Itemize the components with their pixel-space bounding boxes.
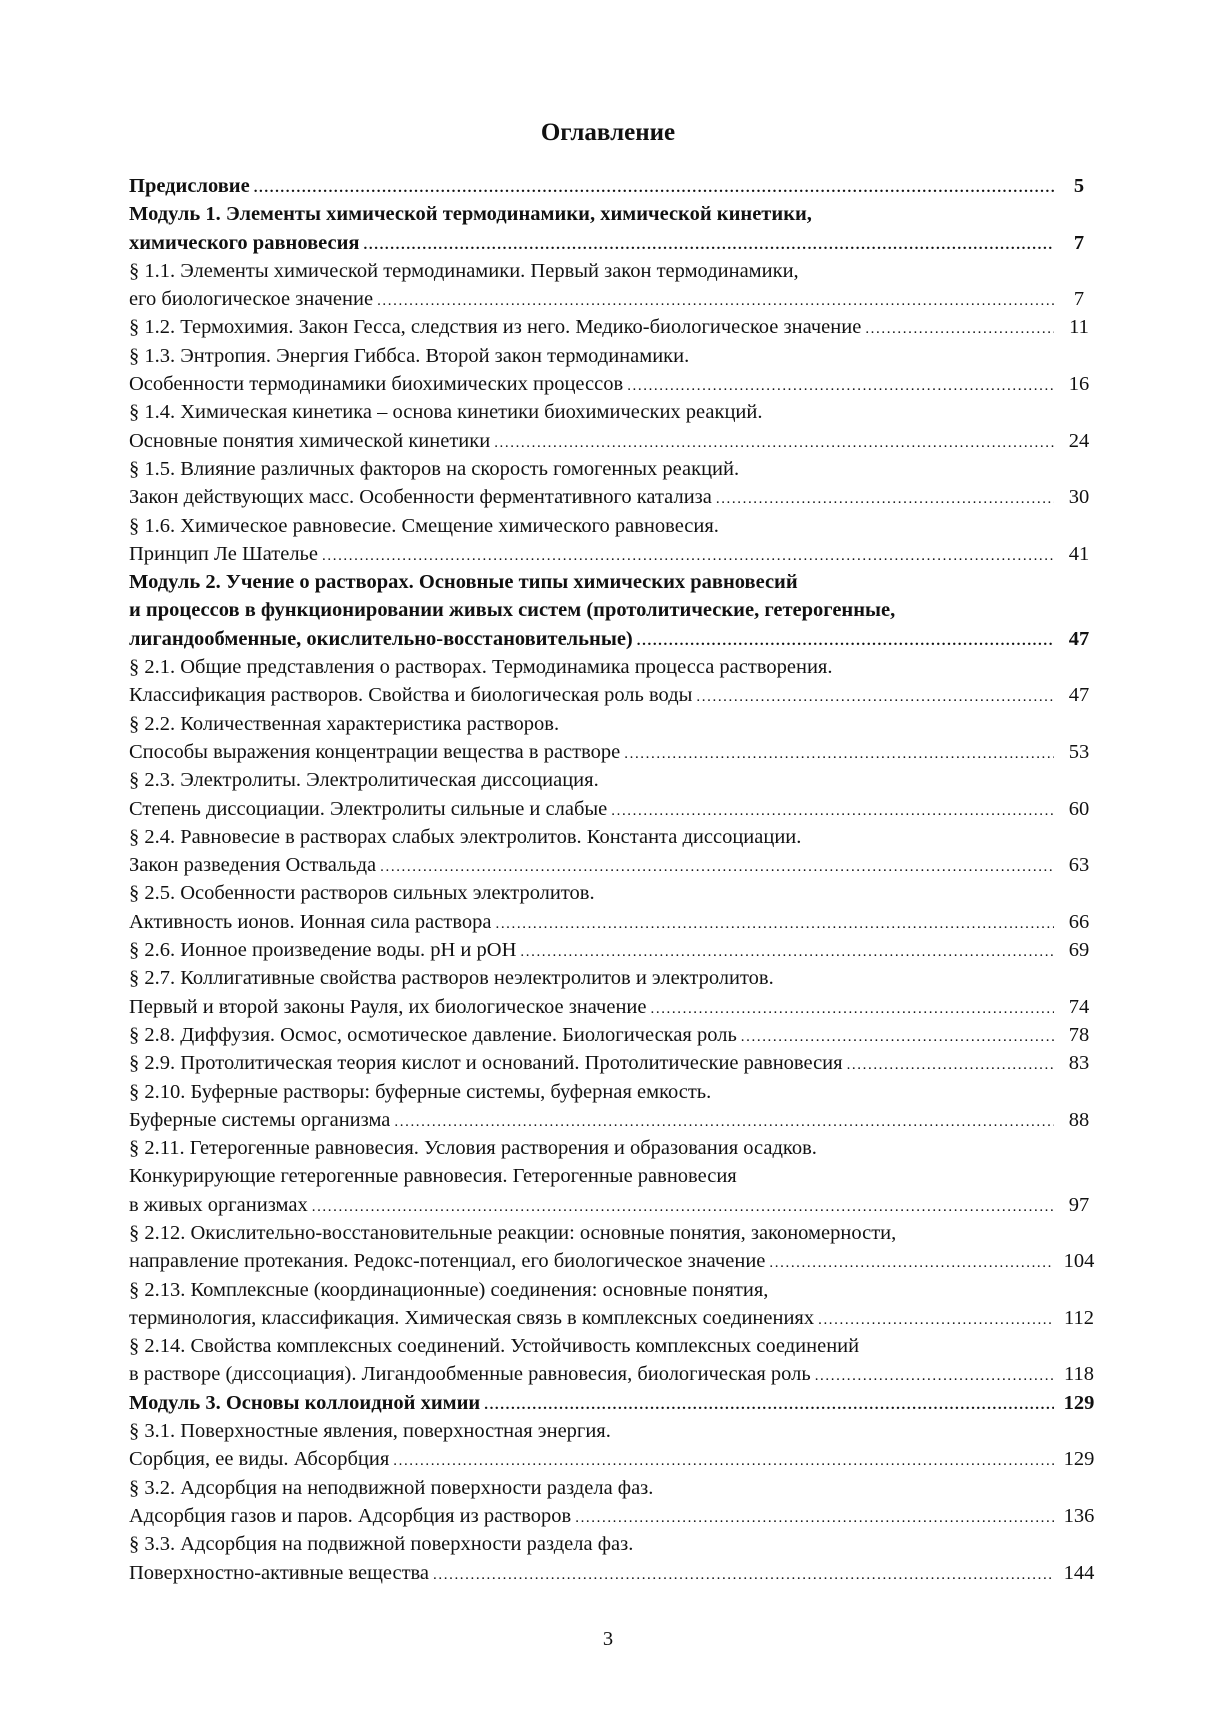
toc-entry-text: Классификация растворов. Свойства и биологическая роль воды: [129, 684, 693, 707]
toc-entry-text: его биологическое значение: [129, 288, 374, 311]
dot-leader: [651, 995, 1055, 1021]
toc-page-number: 16: [1068, 373, 1090, 396]
toc-entry-last-line: [129, 1559, 1104, 1587]
dot-leader: [624, 740, 1054, 766]
toc-entry-text: Буферные системы организма: [129, 1108, 391, 1131]
toc-entry-last-line: [129, 1021, 1104, 1049]
toc-entry-text: Модуль 2. Учение о растворах. Основные типы химических равновесий: [129, 571, 798, 594]
toc-entry-text: направление протекания. Редокс-потенциал, его биологическое значение: [129, 1250, 766, 1273]
dot-leader: [575, 1504, 1054, 1530]
page-number: 3: [602, 1628, 614, 1650]
toc-entry[interactable]: [129, 1021, 1104, 1049]
toc-entry-last-line: [129, 738, 1104, 766]
toc-entry-last-line: [129, 993, 1104, 1021]
toc-entry-text: химического равновесия: [129, 231, 360, 254]
toc-entry[interactable]: [129, 1276, 1104, 1333]
toc-entry[interactable]: [129, 710, 1104, 767]
toc-entry-text: Модуль 1. Элементы химической термодинамики, химической кинетики,: [129, 203, 812, 226]
dot-leader: [520, 938, 1054, 964]
toc-entry-text: § 2.4. Равновесие в растворах слабых электролитов. Константа диссоциации.: [129, 825, 802, 848]
toc-page-number: 53: [1068, 740, 1090, 763]
toc-page-number: 30: [1068, 486, 1090, 509]
toc-page-number: 7: [1073, 231, 1085, 254]
toc-page-number: 88: [1068, 1108, 1090, 1131]
toc-entry-text: § 1.3. Энтропия. Энергия Гиббса. Второй закон термодинамики.: [129, 344, 690, 367]
toc-entry-text: § 2.6. Ионное произведение воды. pH и pOH: [129, 939, 517, 962]
toc-page-number: 97: [1068, 1193, 1090, 1216]
toc-entry[interactable]: [129, 936, 1104, 964]
toc-entry-last-line: [129, 795, 1104, 823]
toc-page-number: 118: [1064, 1363, 1094, 1386]
toc-entry-text: § 2.9. Протолитическая теория кислот и оснований. Протолитические равновесия: [129, 1052, 843, 1075]
toc-entry-text: § 3.1. Поверхностные явления, поверхностная энергия.: [129, 1420, 611, 1443]
toc-entry[interactable]: [129, 1134, 1104, 1219]
toc-page-number: 63: [1068, 854, 1090, 877]
toc-entry-text: Сорбция, ее виды. Абсорбция: [129, 1448, 390, 1471]
toc-entry-text: Модуль 3. Основы коллоидной химии: [129, 1391, 481, 1414]
toc-entry-last-line: [129, 427, 1104, 455]
toc-entry-last-line: [129, 483, 1104, 511]
toc-page-number: 47: [1068, 627, 1090, 650]
toc-entry[interactable]: [129, 766, 1104, 823]
toc-entry-last-line: [129, 1191, 1104, 1219]
toc-entry[interactable]: [129, 398, 1104, 455]
toc-entry-text: Принцип Ле Шателье: [129, 542, 319, 565]
toc-page-number: 60: [1068, 797, 1090, 820]
toc-entry[interactable]: [129, 1474, 1104, 1531]
toc-page-number: 129: [1063, 1391, 1095, 1414]
toc-entry[interactable]: [129, 512, 1104, 569]
toc-entry-text: § 2.13. Комплексные (координационные) соединения: основные понятия,: [129, 1278, 769, 1301]
toc-entry-last-line: [129, 313, 1104, 341]
toc-page-number: 83: [1068, 1052, 1090, 1075]
toc-entry[interactable]: [129, 879, 1104, 936]
toc-entry[interactable]: [129, 1417, 1104, 1474]
toc-page-number: 7: [1073, 288, 1085, 311]
dot-leader: [627, 372, 1054, 398]
toc-entry-text: Особенности термодинамики биохимических процессов: [129, 373, 624, 396]
toc-page-number: 144: [1063, 1561, 1095, 1584]
dot-leader: [818, 1306, 1054, 1332]
toc-entry-text: Закон действующих масс. Особенности ферментативного катализа: [129, 486, 712, 509]
toc-page-number: 129: [1063, 1448, 1095, 1471]
toc-page-number: 5: [1073, 175, 1085, 197]
dot-leader: [847, 1051, 1054, 1077]
dot-leader: [815, 1362, 1054, 1388]
toc-entry-last-line: [129, 1360, 1104, 1388]
toc-entry-last-line: [129, 285, 1104, 313]
dot-leader: [380, 853, 1054, 879]
toc-entry-last-line: [129, 1247, 1104, 1275]
toc-entry-last-line: [129, 681, 1104, 709]
toc-entry-text: Способы выражения концентрации вещества в растворе: [129, 740, 621, 763]
dot-leader: [364, 231, 1054, 257]
toc-entry-text: § 2.12. Окислительно-восстановительные реакции: основные понятия, закономерности,: [129, 1221, 897, 1244]
toc-entry-last-line: [129, 1445, 1104, 1473]
toc-page-number: 74: [1068, 995, 1090, 1018]
toc-entry-text: § 1.1. Элементы химической термодинамики. Первый закон термодинамики,: [129, 259, 799, 282]
toc-entry-text: § 2.10. Буферные растворы: буферные системы, буферная емкость.: [129, 1080, 712, 1103]
toc-entry-last-line: [129, 172, 1104, 200]
toc-entry-text: § 2.2. Количественная характеристика растворов.: [129, 712, 560, 735]
toc-entry-text: Адсорбция газов и паров. Адсорбция из растворов: [129, 1504, 572, 1527]
toc-entry[interactable]: [129, 823, 1104, 880]
toc-entry-text: терминология, классификация. Химическая связь в комплексных соединениях: [129, 1306, 815, 1329]
toc-entry[interactable]: [129, 1332, 1104, 1389]
toc-entry[interactable]: [129, 568, 1104, 653]
toc-page-number: 112: [1064, 1306, 1094, 1329]
toc-entry-text: § 2.7. Коллигативные свойства растворов неэлектролитов и электролитов.: [129, 967, 774, 990]
toc-entry-last-line: [129, 1106, 1104, 1134]
toc-entry-text: § 1.6. Химическое равновесие. Смещение химического равновесия.: [129, 514, 719, 537]
toc-entry-text: § 2.1. Общие представления о растворах. Термодинамика процесса растворения.: [129, 656, 833, 679]
toc-entry[interactable]: [129, 1389, 1104, 1417]
toc-entry-last-line: [129, 851, 1104, 879]
toc-entry-last-line: [129, 1389, 1104, 1417]
toc-entry-text: Закон разведения Оствальда: [129, 854, 377, 877]
toc-entry-text: § 2.11. Гетерогенные равновесия. Условия растворения и образования осадков.: [129, 1137, 817, 1160]
toc-entry-text: § 3.2. Адсорбция на неподвижной поверхности раздела фаз.: [129, 1476, 654, 1499]
dot-leader: [393, 1447, 1054, 1473]
toc-entry-last-line: [129, 1304, 1104, 1332]
toc-entry-text: Первый и второй законы Рауля, их биологическое значение: [129, 995, 647, 1018]
toc-page-number: 24: [1068, 429, 1090, 452]
toc-entry[interactable]: [129, 455, 1104, 512]
toc-entry[interactable]: [129, 1078, 1104, 1135]
dot-leader: [322, 542, 1054, 568]
dot-leader: [377, 287, 1054, 313]
toc-entry[interactable]: [129, 257, 1104, 314]
dot-leader: [254, 174, 1054, 200]
dot-leader: [494, 429, 1054, 455]
dot-leader: [769, 1249, 1054, 1275]
dot-leader: [611, 797, 1054, 823]
toc-entry-text: в живых организмах: [129, 1193, 308, 1216]
toc-entry-text: § 3.3. Адсорбция на подвижной поверхности раздела фаз.: [129, 1533, 634, 1556]
dot-leader: [484, 1391, 1054, 1417]
toc-page-number: 11: [1069, 316, 1089, 339]
toc-entry-last-line: [129, 370, 1104, 398]
page-title: Оглавление: [540, 119, 676, 146]
toc-entry[interactable]: [129, 1219, 1104, 1276]
dot-leader: [495, 910, 1054, 936]
dot-leader: [865, 315, 1054, 341]
toc-entry-last-line: [129, 625, 1104, 653]
toc-entry[interactable]: [129, 342, 1104, 399]
dot-leader: [433, 1561, 1054, 1587]
toc-entry-text: § 1.2. Термохимия. Закон Гесса, следствия из него. Медико-биологическое значение: [129, 316, 862, 339]
toc-entry-last-line: [129, 229, 1104, 257]
table-of-contents: [129, 172, 1104, 1587]
toc-entry-text: Поверхностно-активные вещества: [129, 1561, 430, 1584]
toc-entry-text: § 1.5. Влияние различных факторов на скорость гомогенных реакций.: [129, 457, 740, 480]
toc-entry-text: Предисловие: [129, 175, 250, 197]
toc-page-number: 78: [1068, 1023, 1090, 1046]
dot-leader: [312, 1193, 1054, 1219]
toc-entry[interactable]: [129, 964, 1104, 1021]
toc-entry-text: в растворе (диссоциация). Лигандообменные равновесия, биологическая роль: [129, 1363, 811, 1386]
toc-entry-last-line: [129, 540, 1104, 568]
toc-entry-text: и процессов в функционировании живых систем (протолитические, гетерогенные,: [129, 599, 896, 622]
dot-leader: [637, 627, 1054, 653]
toc-entry-text: Конкурирующие гетерогенные равновесия. Гетерогенные равновесия: [129, 1165, 737, 1188]
toc-entry-text: лигандообменные, окислительно-восстановительные): [129, 627, 633, 650]
toc-entry[interactable]: [129, 1049, 1104, 1077]
dot-leader: [394, 1108, 1054, 1134]
toc-page-number: 104: [1063, 1250, 1095, 1273]
toc-entry-text: Активность ионов. Ионная сила раствора: [129, 910, 492, 933]
toc-page-number: 41: [1068, 542, 1090, 565]
toc-entry[interactable]: [129, 653, 1104, 710]
toc-entry-text: § 2.8. Диффузия. Осмос, осмотическое давление. Биологическая роль: [129, 1023, 737, 1046]
dot-leader: [741, 1023, 1054, 1049]
toc-entry-last-line: [129, 936, 1104, 964]
toc-entry-text: § 2.14. Свойства комплексных соединений. Устойчивость комплексных соединений: [129, 1335, 860, 1358]
toc-page-number: 66: [1068, 910, 1090, 933]
toc-entry-text: Основные понятия химической кинетики: [129, 429, 491, 452]
toc-page-number: 136: [1063, 1504, 1095, 1527]
dot-leader: [696, 683, 1054, 709]
toc-entry-last-line: [129, 908, 1104, 936]
toc-entry-text: § 2.3. Электролиты. Электролитическая диссоциация.: [129, 769, 599, 792]
toc-page-number: 69: [1068, 939, 1090, 962]
toc-entry[interactable]: [129, 172, 1104, 200]
toc-entry-last-line: [129, 1502, 1104, 1530]
toc-entry-text: Степень диссоциации. Электролиты сильные и слабые: [129, 797, 608, 820]
toc-entry[interactable]: [129, 1530, 1104, 1587]
toc-entry[interactable]: [129, 313, 1104, 341]
toc-entry-text: § 1.4. Химическая кинетика – основа кинетики биохимических реакций.: [129, 401, 763, 424]
toc-entry-text: § 2.5. Особенности растворов сильных электролитов.: [129, 882, 595, 905]
dot-leader: [716, 485, 1054, 511]
toc-entry-last-line: [129, 1049, 1104, 1077]
toc-page-number: 47: [1068, 684, 1090, 707]
toc-entry[interactable]: [129, 200, 1104, 257]
